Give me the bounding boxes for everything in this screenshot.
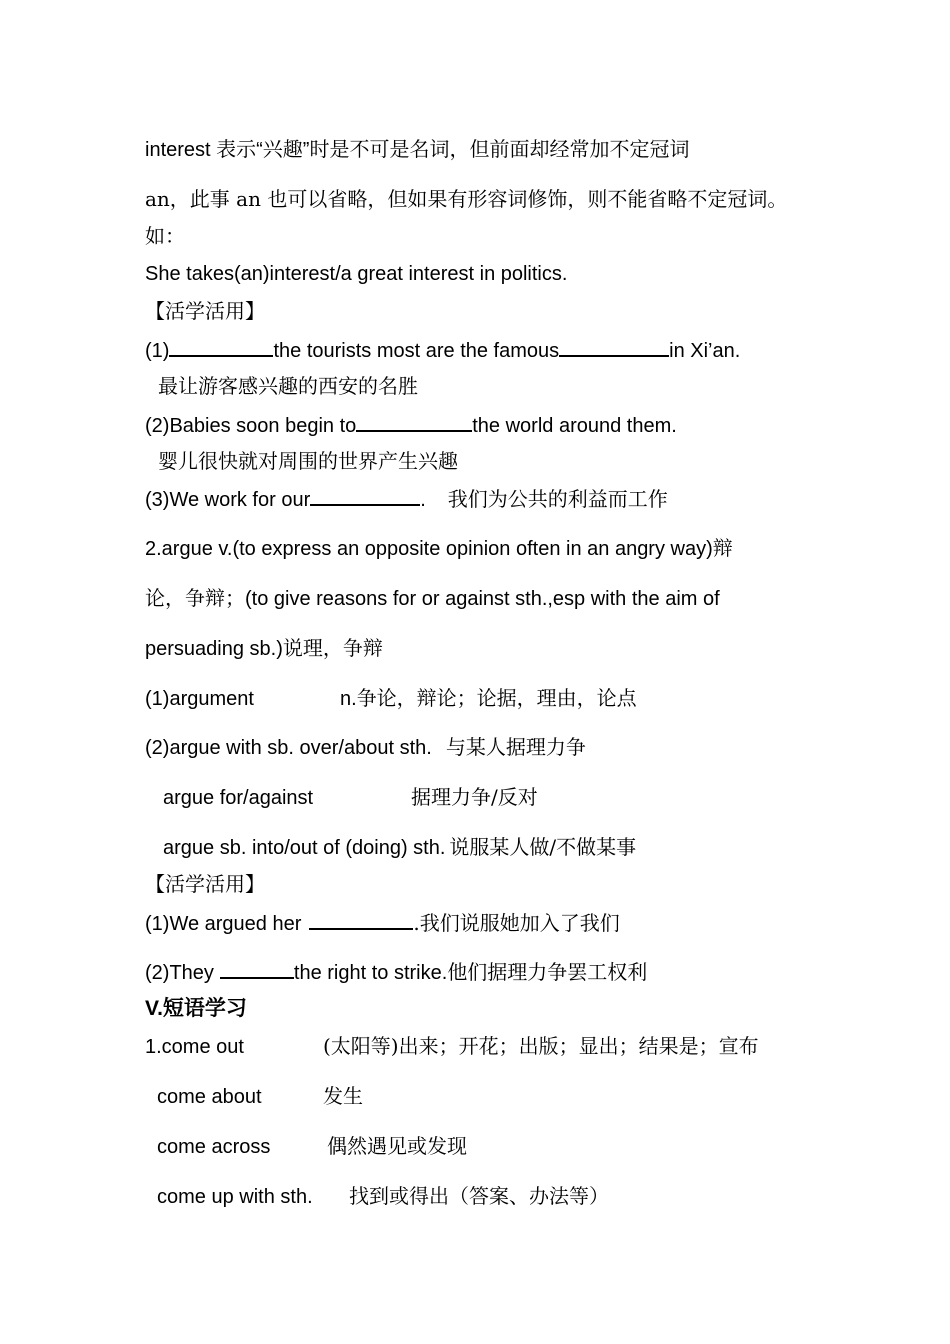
section-title — [145, 996, 247, 1021]
paragraph-line: 如： — [145, 224, 185, 248]
example-sentence: She takes(an)interest/a great interest in politics. — [145, 263, 568, 285]
translation: 我们为公共的利益而工作 — [447, 487, 668, 511]
section-heading: 【活学活用】 — [145, 299, 265, 323]
meaning: 与某人据理力争 — [445, 735, 586, 759]
exercise-4 — [145, 910, 620, 936]
definition-cn: 辩 — [712, 536, 733, 560]
term: argue sb. into/out of (doing) sth. — [163, 837, 446, 859]
usage-line — [163, 785, 538, 810]
phrase: come across — [157, 1136, 271, 1158]
phrase-meaning: 偶然遇见或发现 — [327, 1134, 467, 1158]
exercise-text: (3)We work for our — [145, 489, 311, 511]
definition-cn: 论，争辩； — [145, 586, 245, 610]
phrase: come up with sth. — [157, 1186, 313, 1208]
phrase-meaning: 发生 — [323, 1084, 363, 1108]
meaning: 争论，辩论；论据，理由，论点 — [356, 686, 637, 710]
exercise-text: (2)Babies soon begin to — [145, 415, 357, 437]
exercise-text: . — [420, 489, 426, 511]
answer-blank[interactable] — [310, 486, 420, 506]
definition-text: (to give reasons for or against sth.,esp with the aim of — [245, 588, 720, 610]
term: (2)argue with sb. over/about sth. — [145, 737, 432, 759]
phrase-line — [157, 1084, 363, 1109]
meaning: 据理力争/反对 — [411, 785, 538, 809]
translation: 最让游客感兴趣的西安的名胜 — [158, 374, 418, 398]
pos: n. — [340, 688, 357, 710]
answer-blank[interactable] — [309, 910, 413, 930]
section-number: V. — [145, 997, 163, 1020]
definition-line — [145, 586, 720, 611]
exercise-text: the right to strike. — [293, 962, 448, 984]
phrase-line — [157, 1134, 467, 1159]
paragraph-line — [145, 137, 689, 162]
definition-line — [145, 636, 383, 661]
exercise-2 — [145, 412, 677, 438]
usage-line — [145, 735, 586, 760]
exercise-text: (2)They — [145, 962, 214, 984]
answer-blank[interactable] — [220, 959, 294, 979]
phrase: come about — [157, 1086, 262, 1108]
exercise-3 — [145, 486, 668, 512]
section-name: 短语学习 — [162, 995, 247, 1020]
exercise-5 — [145, 959, 647, 985]
meaning: 说服某人做/不做某事 — [449, 835, 637, 859]
section-heading: 【活学活用】 — [145, 872, 265, 896]
definition-text: 2.argue v.(to express an opposite opinion often in an angry way) — [145, 538, 713, 560]
translation: 他们据理力争罢工权利 — [447, 960, 648, 984]
phrase-line — [157, 1184, 609, 1209]
phrase-line — [145, 1034, 759, 1059]
term: (1)argument — [145, 688, 254, 710]
answer-blank[interactable] — [356, 412, 472, 432]
exercise-text: the world around them. — [472, 415, 677, 437]
answer-blank[interactable] — [169, 337, 273, 357]
exercise-text: in Xi’an. — [669, 340, 741, 362]
phrase: 1.come out — [145, 1036, 244, 1058]
text: interest 表示“兴趣”时是不可是名词，但前面却经常加不定冠词 — [145, 139, 690, 161]
phrase-meaning: 找到或得出（答案、办法等） — [349, 1184, 609, 1208]
definition-line — [145, 536, 733, 561]
phrase-meaning: (太阳等)出来；开花；出版；显出；结果是；宣布 — [323, 1034, 759, 1058]
exercise-text: the tourists most are the famous — [273, 340, 560, 362]
exercise-1 — [145, 337, 740, 363]
definition-cn: 说理，争辩 — [282, 636, 383, 660]
term: argue for/against — [163, 787, 314, 809]
translation: .我们说服她加入了我们 — [413, 911, 620, 935]
usage-line — [145, 686, 637, 711]
usage-line — [163, 835, 636, 860]
exercise-number: (1) — [145, 340, 170, 362]
answer-blank[interactable] — [559, 337, 669, 357]
paragraph-line: an，此事 an 也可以省略，但如果有形容词修饰，则不能省略不定冠词。 — [145, 187, 788, 211]
definition-text: persuading sb.) — [145, 638, 283, 660]
exercise-text: (1)We argued her — [145, 913, 302, 935]
translation: 婴儿很快就对周围的世界产生兴趣 — [158, 449, 458, 473]
